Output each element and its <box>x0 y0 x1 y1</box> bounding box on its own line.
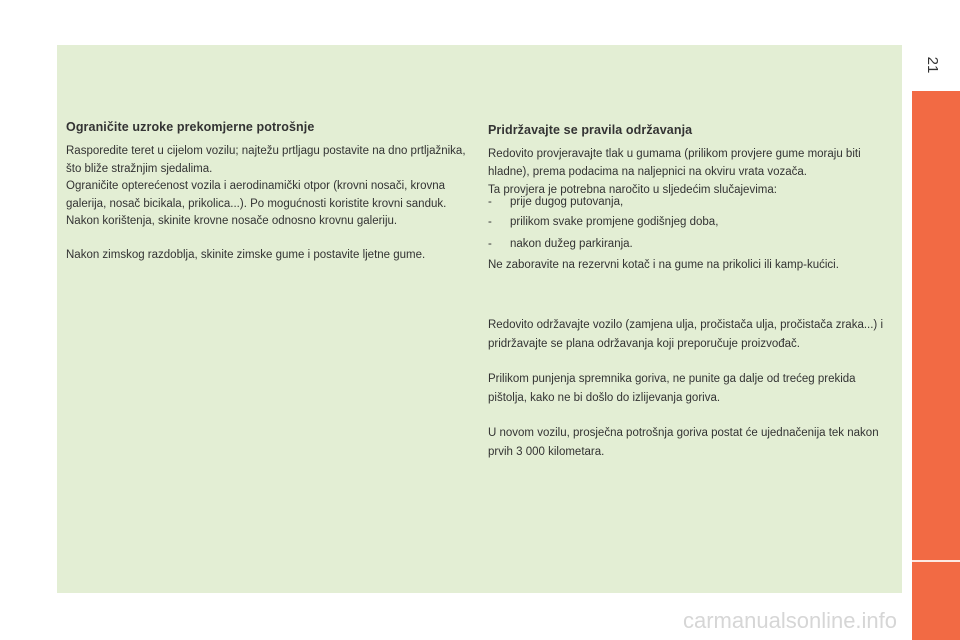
new-car-paragraph: U novom vozilu, prosječna potrošnja goriva postat će ujednačenija tek nakon prvih 3 000 kilometara. <box>488 426 879 458</box>
left-paragraph-2: Ograničite opterećenost vozila i aerodinamički otpor (krovni nosači, krovna galerija, nosač bicikala, prikolica...). Po mogućnosti koristite krovni sanduk. <box>66 180 447 210</box>
chapter-sidebar-tab <box>912 91 960 640</box>
right-heading: Pridržavajte se pravila održavanja <box>488 123 693 137</box>
condition-list <box>488 196 893 253</box>
maintenance-paragraph: Redovito održavajte vozilo (zamjena ulja, pročistača ulja, pročistača zraka...) i pridržavajte se plana održavanja koji preporučuje proizvođač. <box>488 318 884 350</box>
right-intro-2: Ta provjera je potrebna naročito u sljedećim slučajevima: <box>488 184 777 196</box>
sidebar-divider <box>912 560 960 562</box>
list-item: - nakon dužeg parkiranja. <box>488 237 633 250</box>
spare-wheel-note: Ne zaboravite na rezervni kotač i na gume na prikolici ili kamp-kućici. <box>488 259 839 271</box>
left-heading: Ograničite uzroke prekomjerne potrošnje <box>66 120 315 134</box>
list-item: - prije dugog putovanja, <box>488 196 624 208</box>
refuel-paragraph: Prilikom punjenja spremnika goriva, ne punite ga dalje od trećeg prekida pištolja, kako ne bi došlo do izlijevanja goriva. <box>488 372 856 404</box>
list-item: - prilikom svake promjene godišnjeg doba, <box>488 216 719 228</box>
right-column <box>488 120 893 462</box>
right-intro-1: Redovito provjeravajte tlak u gumama (prilikom provjere gume moraju biti hladne), prema podacima na naljepnici na okviru vrata vozača. <box>488 148 861 178</box>
left-paragraph-1: Rasporedite teret u cijelom vozilu; najtežu prtljagu postavite na dno prtljažnika, što bliže stražnjim sjedalima. <box>66 145 466 175</box>
left-paragraph-4: Nakon zimskog razdoblja, skinite zimske gume i postavite ljetne gume. <box>66 248 426 261</box>
left-paragraph-3: Nakon korištenja, skinite krovne nosače odnosno krovnu galeriju. <box>66 215 398 227</box>
page-number: 21 <box>924 56 941 74</box>
left-column <box>66 120 466 264</box>
watermark: carmanualsonline.info <box>683 608 898 633</box>
